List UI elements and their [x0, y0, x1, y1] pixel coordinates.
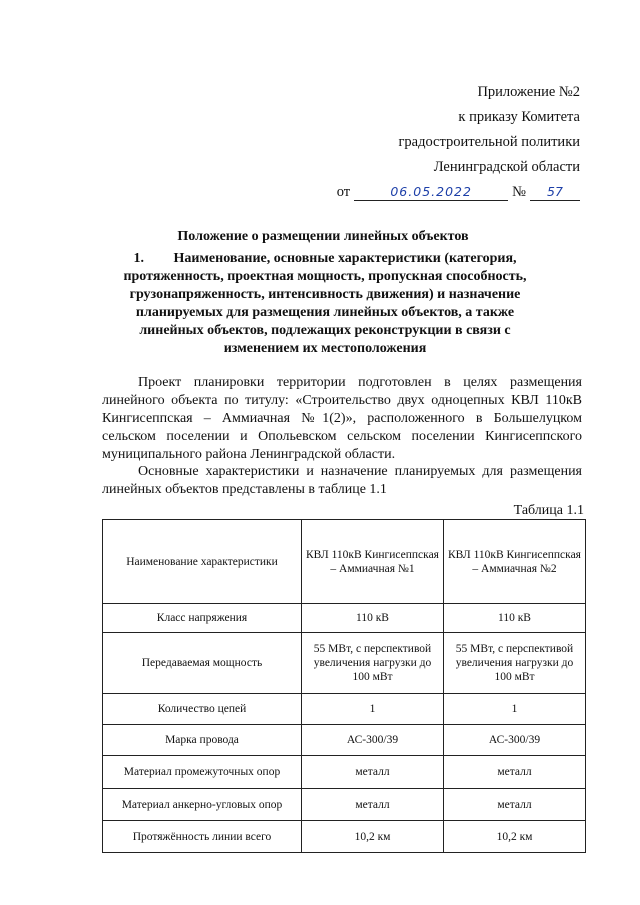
row-value: 110 кВ [444, 604, 586, 633]
order-date: 06.05.2022 [354, 184, 508, 201]
row-name: Марка провода [103, 725, 302, 756]
approval-header [337, 80, 580, 205]
appendix-label: Приложение №2 [477, 84, 580, 100]
row-value: металл [302, 789, 444, 821]
row-name: Материал промежуточных опор [103, 756, 302, 789]
table-row [103, 756, 586, 789]
section-heading-text: Наименование, основные характеристики (категория, протяженность, проектная мощность, пропускная способность, грузонапряженность, интенсивность движения) и назначение планируемых для размещения линейных объектов, а также линейных объектов, подлежащих реконструкции в связи с изменением их местоположения [123, 251, 527, 356]
region-label: Ленинградской области [433, 159, 580, 175]
table-row [103, 694, 586, 725]
row-value: 10,2 км [302, 821, 444, 853]
row-name: Класс напряжения [103, 604, 302, 633]
row-name: Протяжённость линии всего [103, 821, 302, 853]
row-name: Количество цепей [103, 694, 302, 725]
row-value: металл [444, 789, 586, 821]
row-name: Передаваемая мощность [103, 633, 302, 694]
characteristics-table [102, 519, 586, 853]
row-value: 10,2 км [444, 821, 586, 853]
document-title: Положение о размещении линейных объектов [177, 229, 469, 244]
row-value: 110 кВ [302, 604, 444, 633]
table-header-row [103, 520, 586, 604]
from-label: от [336, 184, 351, 200]
table-row [103, 789, 586, 821]
row-value: 1 [444, 694, 586, 725]
row-value: АС-300/39 [302, 725, 444, 756]
header-cell: Наименование характеристики [103, 520, 302, 604]
header-cell: КВЛ 110кВ Кингисеппская – Аммиачная №1 [302, 520, 444, 604]
table-row [103, 821, 586, 853]
row-value: 55 МВт, с перспективой увеличения нагрузки до 100 мВт [444, 633, 586, 694]
row-value: металл [444, 756, 586, 789]
committee-label: градостроительной политики [398, 134, 580, 150]
table-row [103, 725, 586, 756]
number-label: № [512, 184, 526, 200]
order-label: к приказу Комитета [458, 109, 580, 125]
order-number: 57 [530, 184, 580, 201]
paragraph-table-ref: Основные характеристики и назначение планируемых для размещения линейных объектов представлены в таблице 1.1 [102, 464, 582, 497]
section-number: 1. [133, 251, 144, 266]
header-cell: КВЛ 110кВ Кингисеппская – Аммиачная №2 [444, 520, 586, 604]
table-caption: Таблица 1.1 [513, 503, 584, 518]
order-date-number [337, 180, 580, 205]
row-name: Материал анкерно-угловых опор [103, 789, 302, 821]
row-value: металл [302, 756, 444, 789]
section-heading [110, 250, 540, 358]
row-value: 55 МВт, с перспективой увеличения нагрузки до 100 мВт [302, 633, 444, 694]
row-value: АС-300/39 [444, 725, 586, 756]
paragraph-purpose: Проект планировки территории подготовлен в целях размещения линейного объекта по титулу: «Строительство двух одноцепных КВЛ 110кВ Кингисеппская – Аммиачная №1(2)», расположенного в Большелуцком сельском поселении и Опольевском сельском поселении Кингисеппского муниципального района Ленинградской области. [102, 375, 582, 462]
table-row [103, 633, 586, 694]
row-value: 1 [302, 694, 444, 725]
table-row [103, 604, 586, 633]
